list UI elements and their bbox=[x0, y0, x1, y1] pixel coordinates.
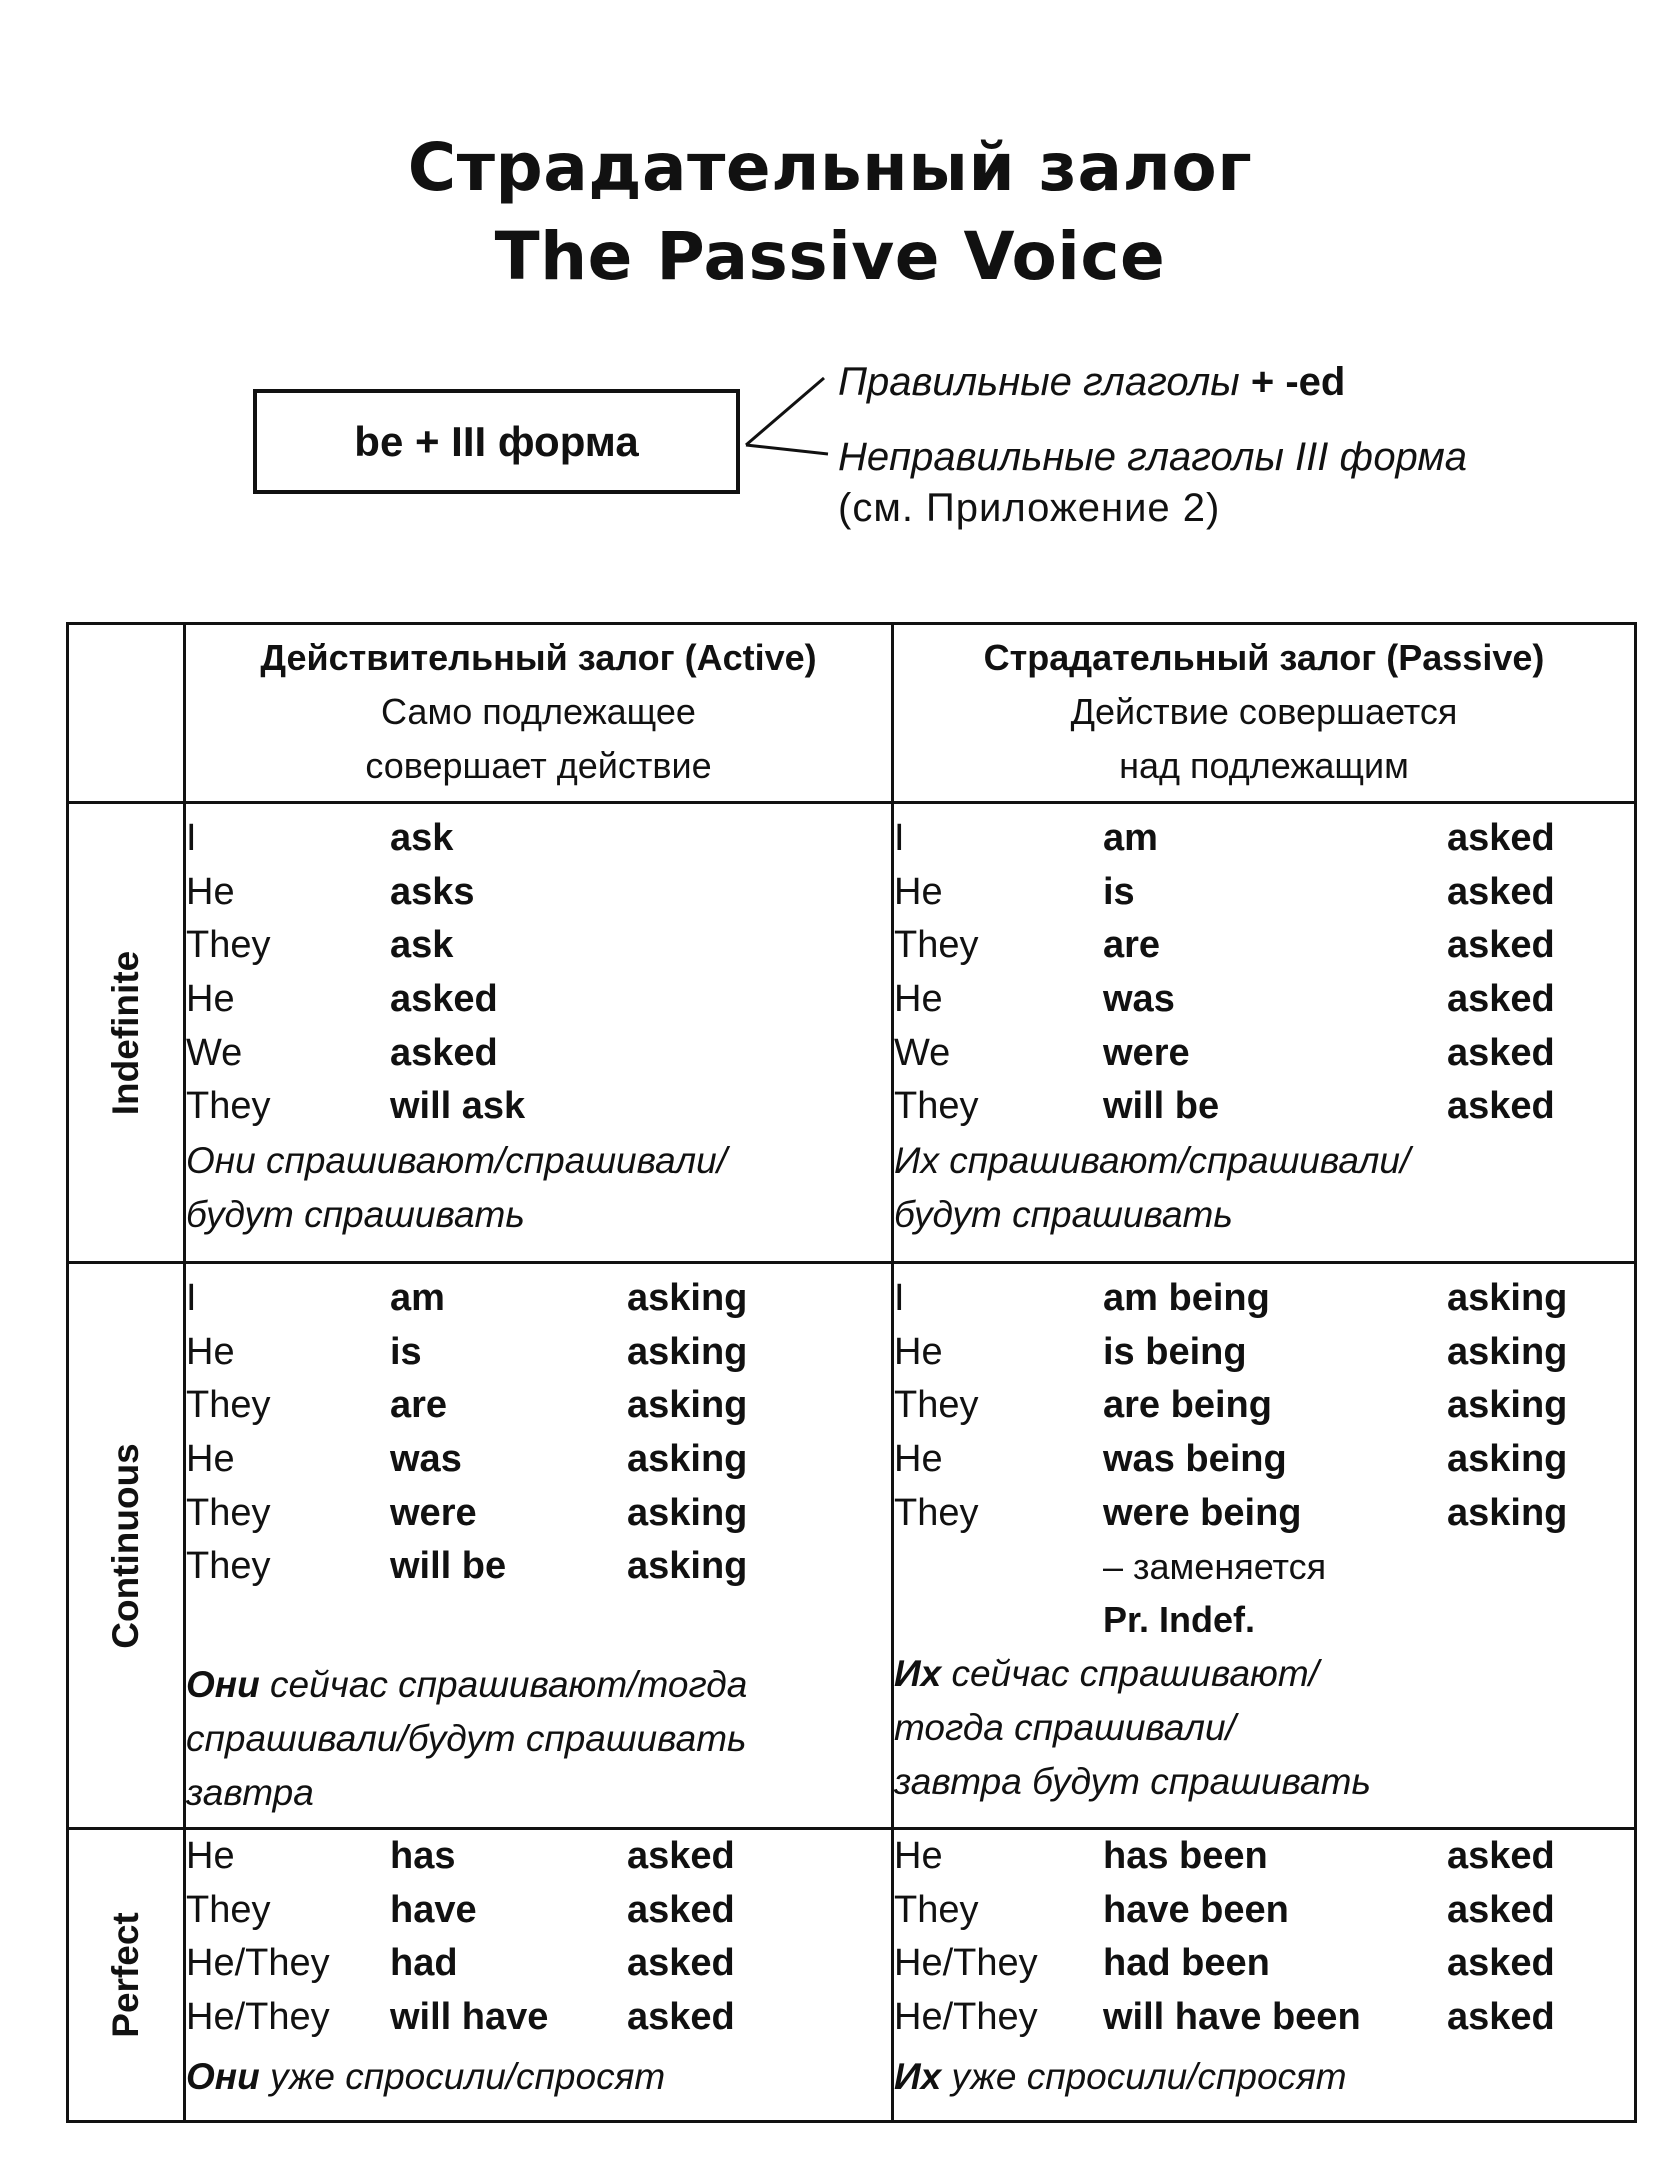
subject: I bbox=[186, 1277, 197, 1320]
table-row bbox=[186, 1379, 891, 1433]
translation-line bbox=[894, 1647, 1634, 1701]
translation-line: Их спрашивают/спрашивали/ bbox=[894, 1139, 1411, 1181]
passive-header-title: Страдательный залог (Passive) bbox=[983, 637, 1545, 678]
aux-verb: were bbox=[390, 1491, 477, 1534]
table-row bbox=[894, 973, 1634, 1027]
table-row bbox=[894, 1080, 1634, 1134]
participle: asked bbox=[1447, 817, 1555, 860]
passive-header-line2: Действие совершается bbox=[1070, 691, 1458, 732]
subject: They bbox=[186, 1384, 271, 1427]
table-row bbox=[186, 1830, 891, 1884]
subject: He bbox=[186, 1835, 235, 1878]
participle: asking bbox=[1447, 1438, 1568, 1481]
verb: ask bbox=[390, 924, 454, 967]
active-header-line2: Само подлежащее bbox=[381, 691, 696, 732]
participle: asked bbox=[627, 1996, 735, 2039]
participle: asking bbox=[627, 1277, 748, 1320]
irregular-verbs-label: Неправильные глаголы III форма bbox=[838, 435, 1468, 479]
participle: asked bbox=[627, 1888, 735, 1931]
perfect-active-rows bbox=[186, 1830, 891, 2044]
participle: asked bbox=[1447, 870, 1555, 913]
aux-verb: will have been bbox=[1103, 1996, 1361, 2039]
subject: They bbox=[186, 1545, 271, 1588]
indefinite-label-cell bbox=[68, 803, 185, 1263]
translation-line bbox=[186, 1658, 891, 1712]
subject: They bbox=[186, 1085, 271, 1128]
translation-line: Они спрашивают/спрашивали/ bbox=[186, 1139, 727, 1181]
aux-verb: have been bbox=[1103, 1888, 1289, 1931]
aux-verb: had been bbox=[1103, 1942, 1270, 1985]
participle: asked bbox=[1447, 1085, 1555, 1128]
subject: They bbox=[894, 1085, 979, 1128]
active-header-line3: совершает действие bbox=[365, 745, 712, 786]
translation-lead: Они bbox=[186, 2056, 260, 2098]
title-english: The Passive Voice bbox=[494, 218, 1166, 295]
table-row bbox=[894, 919, 1634, 973]
table-row bbox=[186, 1080, 891, 1134]
participle: asking bbox=[1447, 1384, 1568, 1427]
aux-verb: have bbox=[390, 1888, 477, 1931]
participle: asked bbox=[627, 1835, 735, 1878]
table-row bbox=[186, 812, 891, 866]
aux-verb: am being bbox=[1103, 1277, 1270, 1320]
subject: They bbox=[186, 924, 271, 967]
regular-verbs-label: Правильные глаголы bbox=[838, 360, 1240, 404]
aux-verb: has bbox=[390, 1835, 456, 1878]
passive-header bbox=[893, 624, 1636, 803]
regular-verbs-note bbox=[838, 362, 1345, 402]
active-header-title: Действительный залог (Active) bbox=[260, 637, 817, 678]
participle: asked bbox=[1447, 1835, 1555, 1878]
continuous-active-rows bbox=[186, 1264, 891, 1594]
table-row bbox=[894, 1937, 1634, 1991]
translation-line bbox=[894, 2050, 1634, 2104]
aux-verb: had bbox=[390, 1942, 458, 1985]
continuous-row bbox=[68, 1263, 1636, 1829]
subject: He bbox=[894, 1330, 943, 1373]
aux-verb: am bbox=[1103, 817, 1158, 860]
table-row bbox=[894, 1326, 1634, 1380]
participle: asked bbox=[1447, 924, 1555, 967]
appendix-reference: (см. Приложение 2) bbox=[838, 486, 1221, 530]
indefinite-row bbox=[68, 803, 1636, 1263]
subject: I bbox=[186, 817, 197, 860]
perfect-active-cell bbox=[185, 1829, 893, 2122]
continuous-active-cell bbox=[185, 1263, 893, 1829]
translation-line: будут спрашивать bbox=[186, 1193, 525, 1235]
aux-verb: will be bbox=[390, 1545, 507, 1588]
participle: asked bbox=[1447, 1942, 1555, 1985]
subject: He bbox=[894, 870, 943, 913]
continuous-label-cell bbox=[68, 1263, 185, 1829]
table-row bbox=[894, 1884, 1634, 1938]
subject: They bbox=[186, 1888, 271, 1931]
perfect-label-cell bbox=[68, 1829, 185, 2122]
subject: He bbox=[186, 1438, 235, 1481]
table-row bbox=[186, 1540, 891, 1594]
table-row bbox=[894, 1991, 1634, 2045]
aux-verb: was bbox=[390, 1438, 462, 1481]
table-row bbox=[894, 1272, 1634, 1326]
table-row bbox=[186, 1884, 891, 1938]
aux-verb: are bbox=[1103, 924, 1161, 967]
subject: They bbox=[894, 924, 979, 967]
participle: asking bbox=[627, 1545, 748, 1588]
subject: He bbox=[894, 1438, 943, 1481]
table-row bbox=[186, 919, 891, 973]
subject: He bbox=[186, 870, 235, 913]
table-row bbox=[186, 1433, 891, 1487]
aux-verb: were bbox=[1103, 1031, 1190, 1074]
aux-verb: is being bbox=[1103, 1330, 1247, 1373]
aux-verb: will be bbox=[1103, 1085, 1220, 1128]
indefinite-active-translation bbox=[186, 1134, 891, 1242]
indefinite-passive-rows bbox=[894, 804, 1634, 1134]
participle: asked bbox=[1447, 1996, 1555, 2039]
aux-verb: are bbox=[390, 1384, 448, 1427]
aux-verb: is bbox=[390, 1330, 422, 1373]
translation-lead: Их bbox=[894, 2056, 942, 2098]
subject: He bbox=[186, 978, 235, 1021]
voice-comparison-table bbox=[66, 622, 1637, 2123]
subject: He/They bbox=[894, 1996, 1038, 2039]
aux-verb: were being bbox=[1103, 1491, 1302, 1534]
continuous-passive-translation bbox=[894, 1647, 1634, 1809]
subject: He/They bbox=[894, 1942, 1038, 1985]
perfect-active-translation bbox=[186, 2050, 891, 2104]
translation-line: будут спрашивать bbox=[894, 1193, 1233, 1235]
translation-line: завтра bbox=[186, 1771, 314, 1813]
regular-verbs-suffix: + -ed bbox=[1250, 360, 1346, 404]
formula-box: be + III форма bbox=[253, 389, 740, 494]
continuous-label: Continuous bbox=[105, 1442, 146, 1649]
verb: asked bbox=[390, 1031, 498, 1074]
corner-cell bbox=[68, 624, 185, 803]
replacement-note: – заменяется bbox=[1103, 1545, 1327, 1587]
table-row bbox=[186, 866, 891, 920]
participle: asked bbox=[1447, 978, 1555, 1021]
subject: He bbox=[186, 1330, 235, 1373]
table-row bbox=[894, 812, 1634, 866]
participle: asked bbox=[1447, 1031, 1555, 1074]
translation-line: завтра будут спрашивать bbox=[894, 1761, 1371, 1803]
replacement-tense: Pr. Indef. bbox=[1103, 1599, 1256, 1641]
aux-verb: will have bbox=[390, 1996, 549, 2039]
perfect-passive-cell bbox=[893, 1829, 1636, 2122]
indefinite-active-rows bbox=[186, 804, 891, 1134]
formula-connector-lines bbox=[738, 370, 848, 480]
participle: asking bbox=[1447, 1491, 1568, 1534]
participle: asking bbox=[1447, 1277, 1568, 1320]
aux-verb: am bbox=[390, 1277, 445, 1320]
table-row bbox=[186, 973, 891, 1027]
subject: He bbox=[894, 1835, 943, 1878]
verb: asked bbox=[390, 978, 498, 1021]
indefinite-active-cell bbox=[185, 803, 893, 1263]
aux-verb: was being bbox=[1103, 1438, 1287, 1481]
active-header bbox=[185, 624, 893, 803]
translation-lead: Их bbox=[894, 1653, 942, 1695]
subject: They bbox=[894, 1888, 979, 1931]
verb: ask bbox=[390, 817, 454, 860]
irregular-verbs-note bbox=[838, 437, 1467, 477]
perfect-passive-translation bbox=[894, 2050, 1634, 2104]
subject: He bbox=[894, 978, 943, 1021]
aux-verb: has been bbox=[1103, 1835, 1268, 1878]
participle: asking bbox=[627, 1438, 748, 1481]
subject: I bbox=[894, 1277, 905, 1320]
subject: I bbox=[894, 817, 905, 860]
continuous-active-translation bbox=[186, 1658, 891, 1820]
translation-text: сейчас спрашивают/ bbox=[941, 1653, 1319, 1695]
table-row bbox=[894, 1433, 1634, 1487]
table-row bbox=[186, 1026, 891, 1080]
table-row bbox=[894, 866, 1634, 920]
translation-text: уже спросили/спросят bbox=[941, 2056, 1347, 2098]
verb: will ask bbox=[390, 1085, 526, 1128]
translation-line: тогда спрашивали/ bbox=[894, 1707, 1236, 1749]
indefinite-passive-translation bbox=[894, 1134, 1634, 1242]
table-row bbox=[186, 1272, 891, 1326]
continuous-passive-cell bbox=[893, 1263, 1636, 1829]
translation-line: спрашивали/будут спрашивать bbox=[186, 1717, 747, 1759]
verb: asks bbox=[390, 870, 475, 913]
participle: asking bbox=[1447, 1330, 1568, 1373]
table-row bbox=[894, 1486, 1634, 1540]
subject: They bbox=[186, 1491, 271, 1534]
table-row bbox=[894, 1379, 1634, 1433]
participle: asking bbox=[627, 1384, 748, 1427]
subject: They bbox=[894, 1491, 979, 1534]
table-row bbox=[186, 1991, 891, 2045]
continuous-passive-rows bbox=[894, 1264, 1634, 1647]
subject: He/They bbox=[186, 1996, 330, 2039]
participle: asked bbox=[627, 1942, 735, 1985]
passive-header-line3: над подлежащим bbox=[1119, 745, 1409, 786]
aux-verb: are being bbox=[1103, 1384, 1272, 1427]
perfect-label: Perfect bbox=[105, 1912, 146, 2038]
table-row bbox=[894, 1026, 1634, 1080]
translation-lead: Они bbox=[186, 1663, 260, 1705]
subject: We bbox=[186, 1031, 243, 1074]
table-row bbox=[186, 1937, 891, 1991]
indefinite-label: Indefinite bbox=[105, 950, 146, 1115]
table-row bbox=[186, 1326, 891, 1380]
subject: They bbox=[894, 1384, 979, 1427]
translation-line bbox=[186, 2050, 891, 2104]
subject: We bbox=[894, 1031, 951, 1074]
translation-text: уже спросили/спросят bbox=[259, 2056, 666, 2098]
aux-verb: is bbox=[1103, 870, 1135, 913]
table-row bbox=[894, 1830, 1634, 1884]
table-header-row bbox=[68, 624, 1636, 803]
indefinite-passive-cell bbox=[893, 803, 1636, 1263]
perfect-row bbox=[68, 1829, 1636, 2122]
table-row bbox=[186, 1486, 891, 1540]
aux-verb: was bbox=[1103, 978, 1175, 1021]
participle: asking bbox=[627, 1491, 748, 1534]
perfect-passive-rows bbox=[894, 1830, 1634, 2044]
participle: asked bbox=[1447, 1888, 1555, 1931]
subject: He/They bbox=[186, 1942, 330, 1985]
title-russian: Страдательный залог bbox=[407, 129, 1253, 206]
participle: asking bbox=[627, 1330, 748, 1373]
translation-text: сейчас спрашивают/тогда bbox=[259, 1663, 748, 1705]
